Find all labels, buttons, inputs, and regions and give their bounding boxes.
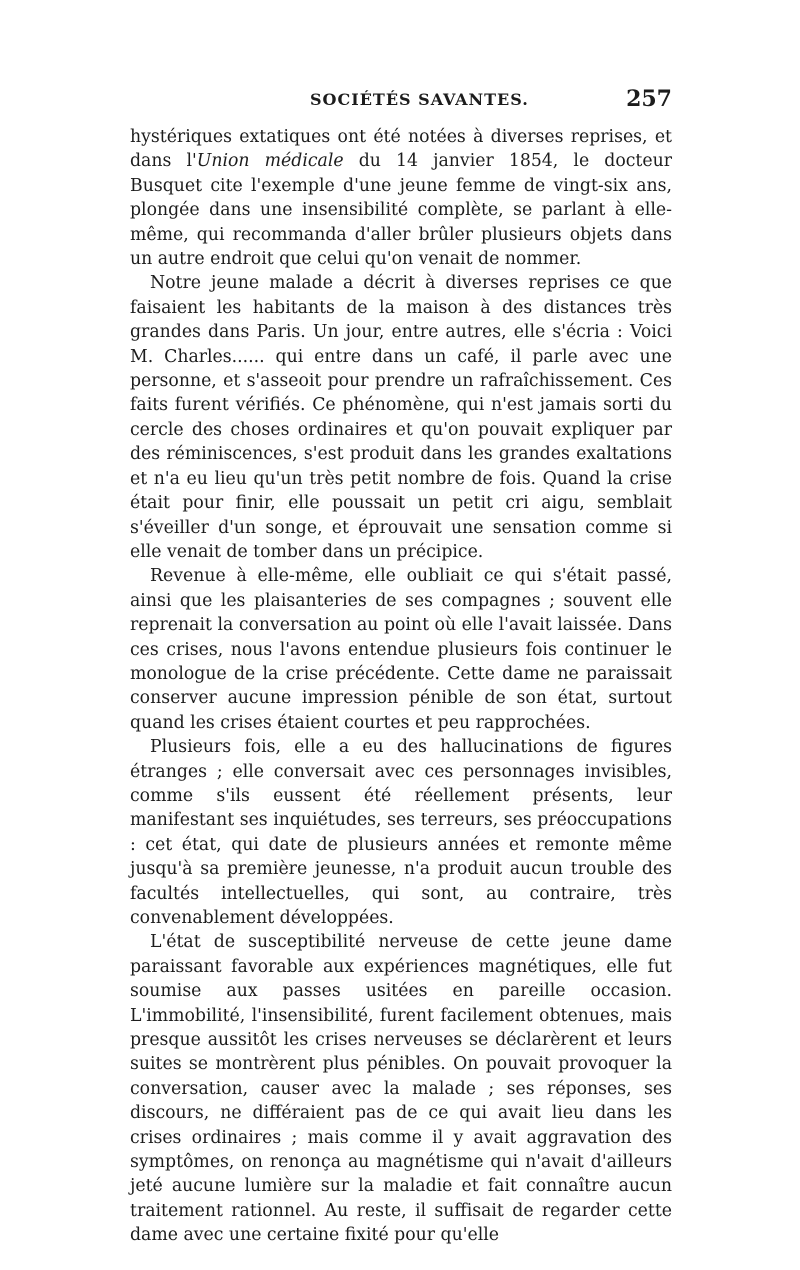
paragraph-1-text-after: du 14 janvier 1854, le docteur Busquet cite l'exemple d'une jeune femme de vingt-six ans, plongée dans une insensibilité complète, se parlant à elle-même, qui recommanda d'aller brûler plusieurs objets dans un autre endroit que celui qu'on venait de nommer. [130, 151, 672, 270]
running-head [130, 88, 672, 118]
running-title: SOCIÉTÉS SAVANTES. [310, 90, 529, 109]
paragraph-4: Plusieurs fois, elle a eu des hallucinations de figures étranges ; elle conversait avec ces personnages invisibles, comme s'ils eussent été réellement présents, leur manifestant ses inquiétudes, ses terreurs, ses préoccupations : cet état, qui date de plusieurs années et remonte même jusqu'à sa première jeunesse, n'a produit aucun trouble des facultés intellectuelles, qui sont, au contraire, très convenablement développées. [130, 737, 672, 928]
journal-title: Union médicale [196, 151, 344, 172]
paragraph-1 [130, 125, 672, 271]
paragraph-5: L'état de susceptibilité nerveuse de cette jeune dame paraissant favorable aux expériences magnétiques, elle fut soumise aux passes usitées en pareille occasion. L'immobilité, l'insensibilité, furent facilement obtenues, mais presque aussitôt les crises nerveuses se déclarèrent et leurs suites se montrèrent plus pénibles. On pouvait provoquer la conversation, causer avec la malade ; ses réponses, ses discours, ne différaient pas de ce qui avait lieu dans les crises ordinaires ; mais comme il y avait aggravation des symptômes, on renonça au magnétisme qui n'avait d'ailleurs jeté aucune lumière sur la maladie et fait connaître aucun traitement rationnel. Au reste, il suffisait de regarder cette dame avec une certaine fixité pour qu'elle [130, 932, 672, 1246]
paragraph-3: Revenue à elle-même, elle oubliait ce qui s'était passé, ainsi que les plaisanteries de ses compagnes ; souvent elle reprenait la conversation au point où elle l'avait laissée. Dans ces crises, nous l'avons entendue plusieurs fois continuer le monologue de la crise précédente. Cette dame ne paraissait conserver aucune impression pénible de son état, surtout quand les crises étaient courtes et peu rapprochées. [130, 566, 672, 733]
paragraph-2: Notre jeune malade a décrit à diverses reprises ce que faisaient les habitants de la maison à des distances très grandes dans Paris. Un jour, entre autres, elle s'écria : Voici M. Charles...... qui entre dans un café, il parle avec une personne, et s'asseoit pour prendre un rafraîchissement. Ces faits furent vérifiés. Ce phénomène, qui n'est jamais sorti du cercle des choses ordinaires et qu'on pouvait expliquer par des réminiscences, s'est produit dans les grandes exaltations et n'a eu lieu qu'un très petit nombre de fois. Quand la crise était pour finir, elle poussait un petit cri aigu, semblait s'éveiller d'un songe, et éprouvait une sensation comme si elle venait de tomber dans un précipice. [130, 273, 672, 562]
paragraph-1-text-before: hystériques extatiques ont été notées à diverses reprises, et dans l' [130, 127, 672, 172]
page-number: 257 [626, 86, 672, 112]
body-text [130, 125, 672, 1248]
